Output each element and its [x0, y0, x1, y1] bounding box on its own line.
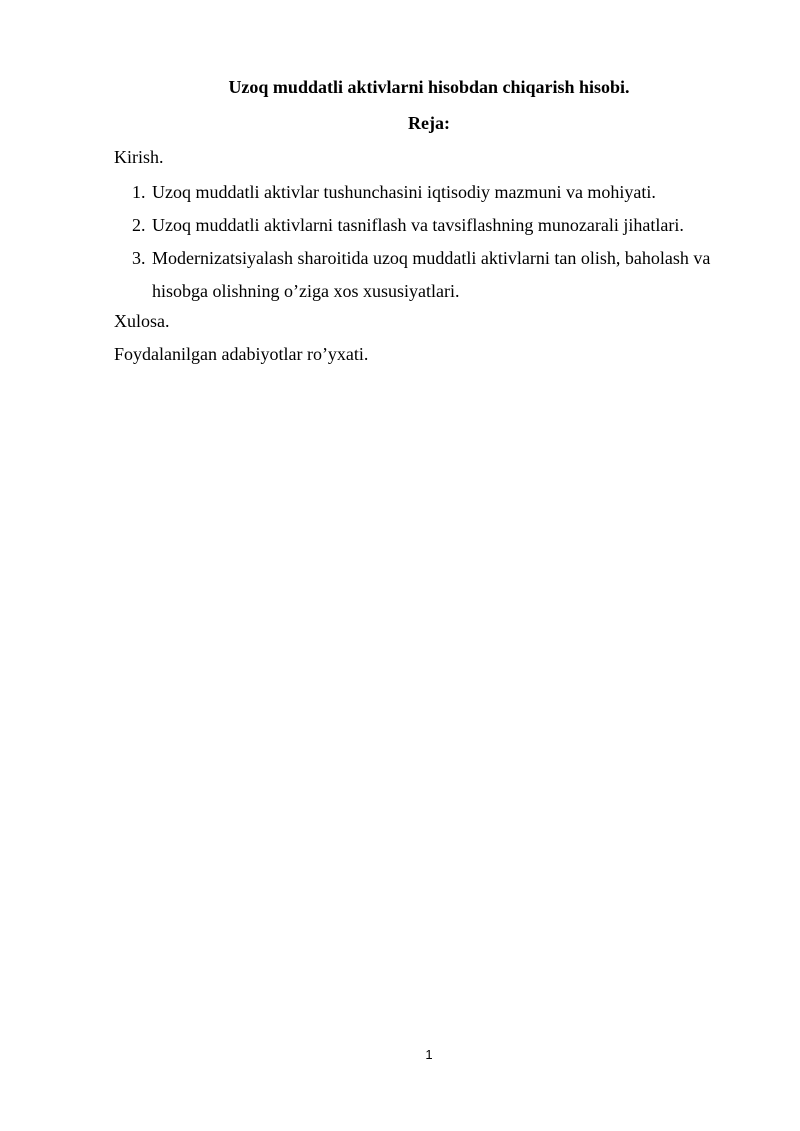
plan-item-text: Uzoq muddatli aktivlar tushunchasini iqtisodiy mazmuni va mohiyati.: [152, 182, 656, 202]
plan-item-text: Modernizatsiyalash sharoitida uzoq muddatli aktivlarni tan olish, baholash va hisobga olishning o’ziga xos xususiyatlari.: [152, 248, 711, 301]
plan-item-number: 1.: [132, 182, 146, 202]
document-title: Uzoq muddatli aktivlarni hisobdan chiqarish hisobi.: [228, 77, 630, 97]
plan-list: [114, 176, 754, 308]
conclusion-line: Xulosa.: [114, 311, 170, 331]
plan-item: [114, 242, 754, 308]
plan-item-number: 2.: [132, 215, 146, 235]
page-number: 1: [425, 1047, 433, 1062]
references-line: Foydalanilgan adabiyotlar ro’yxati.: [114, 344, 369, 364]
plan-item-text: Uzoq muddatli aktivlarni tasniflash va tavsiflashning munozarali jihatlari.: [152, 215, 684, 235]
plan-item-number: 3.: [132, 248, 146, 268]
plan-item: [114, 176, 754, 209]
plan-item: [114, 209, 754, 242]
intro-line: Kirish.: [114, 147, 164, 167]
plan-heading: Reja:: [408, 113, 450, 133]
